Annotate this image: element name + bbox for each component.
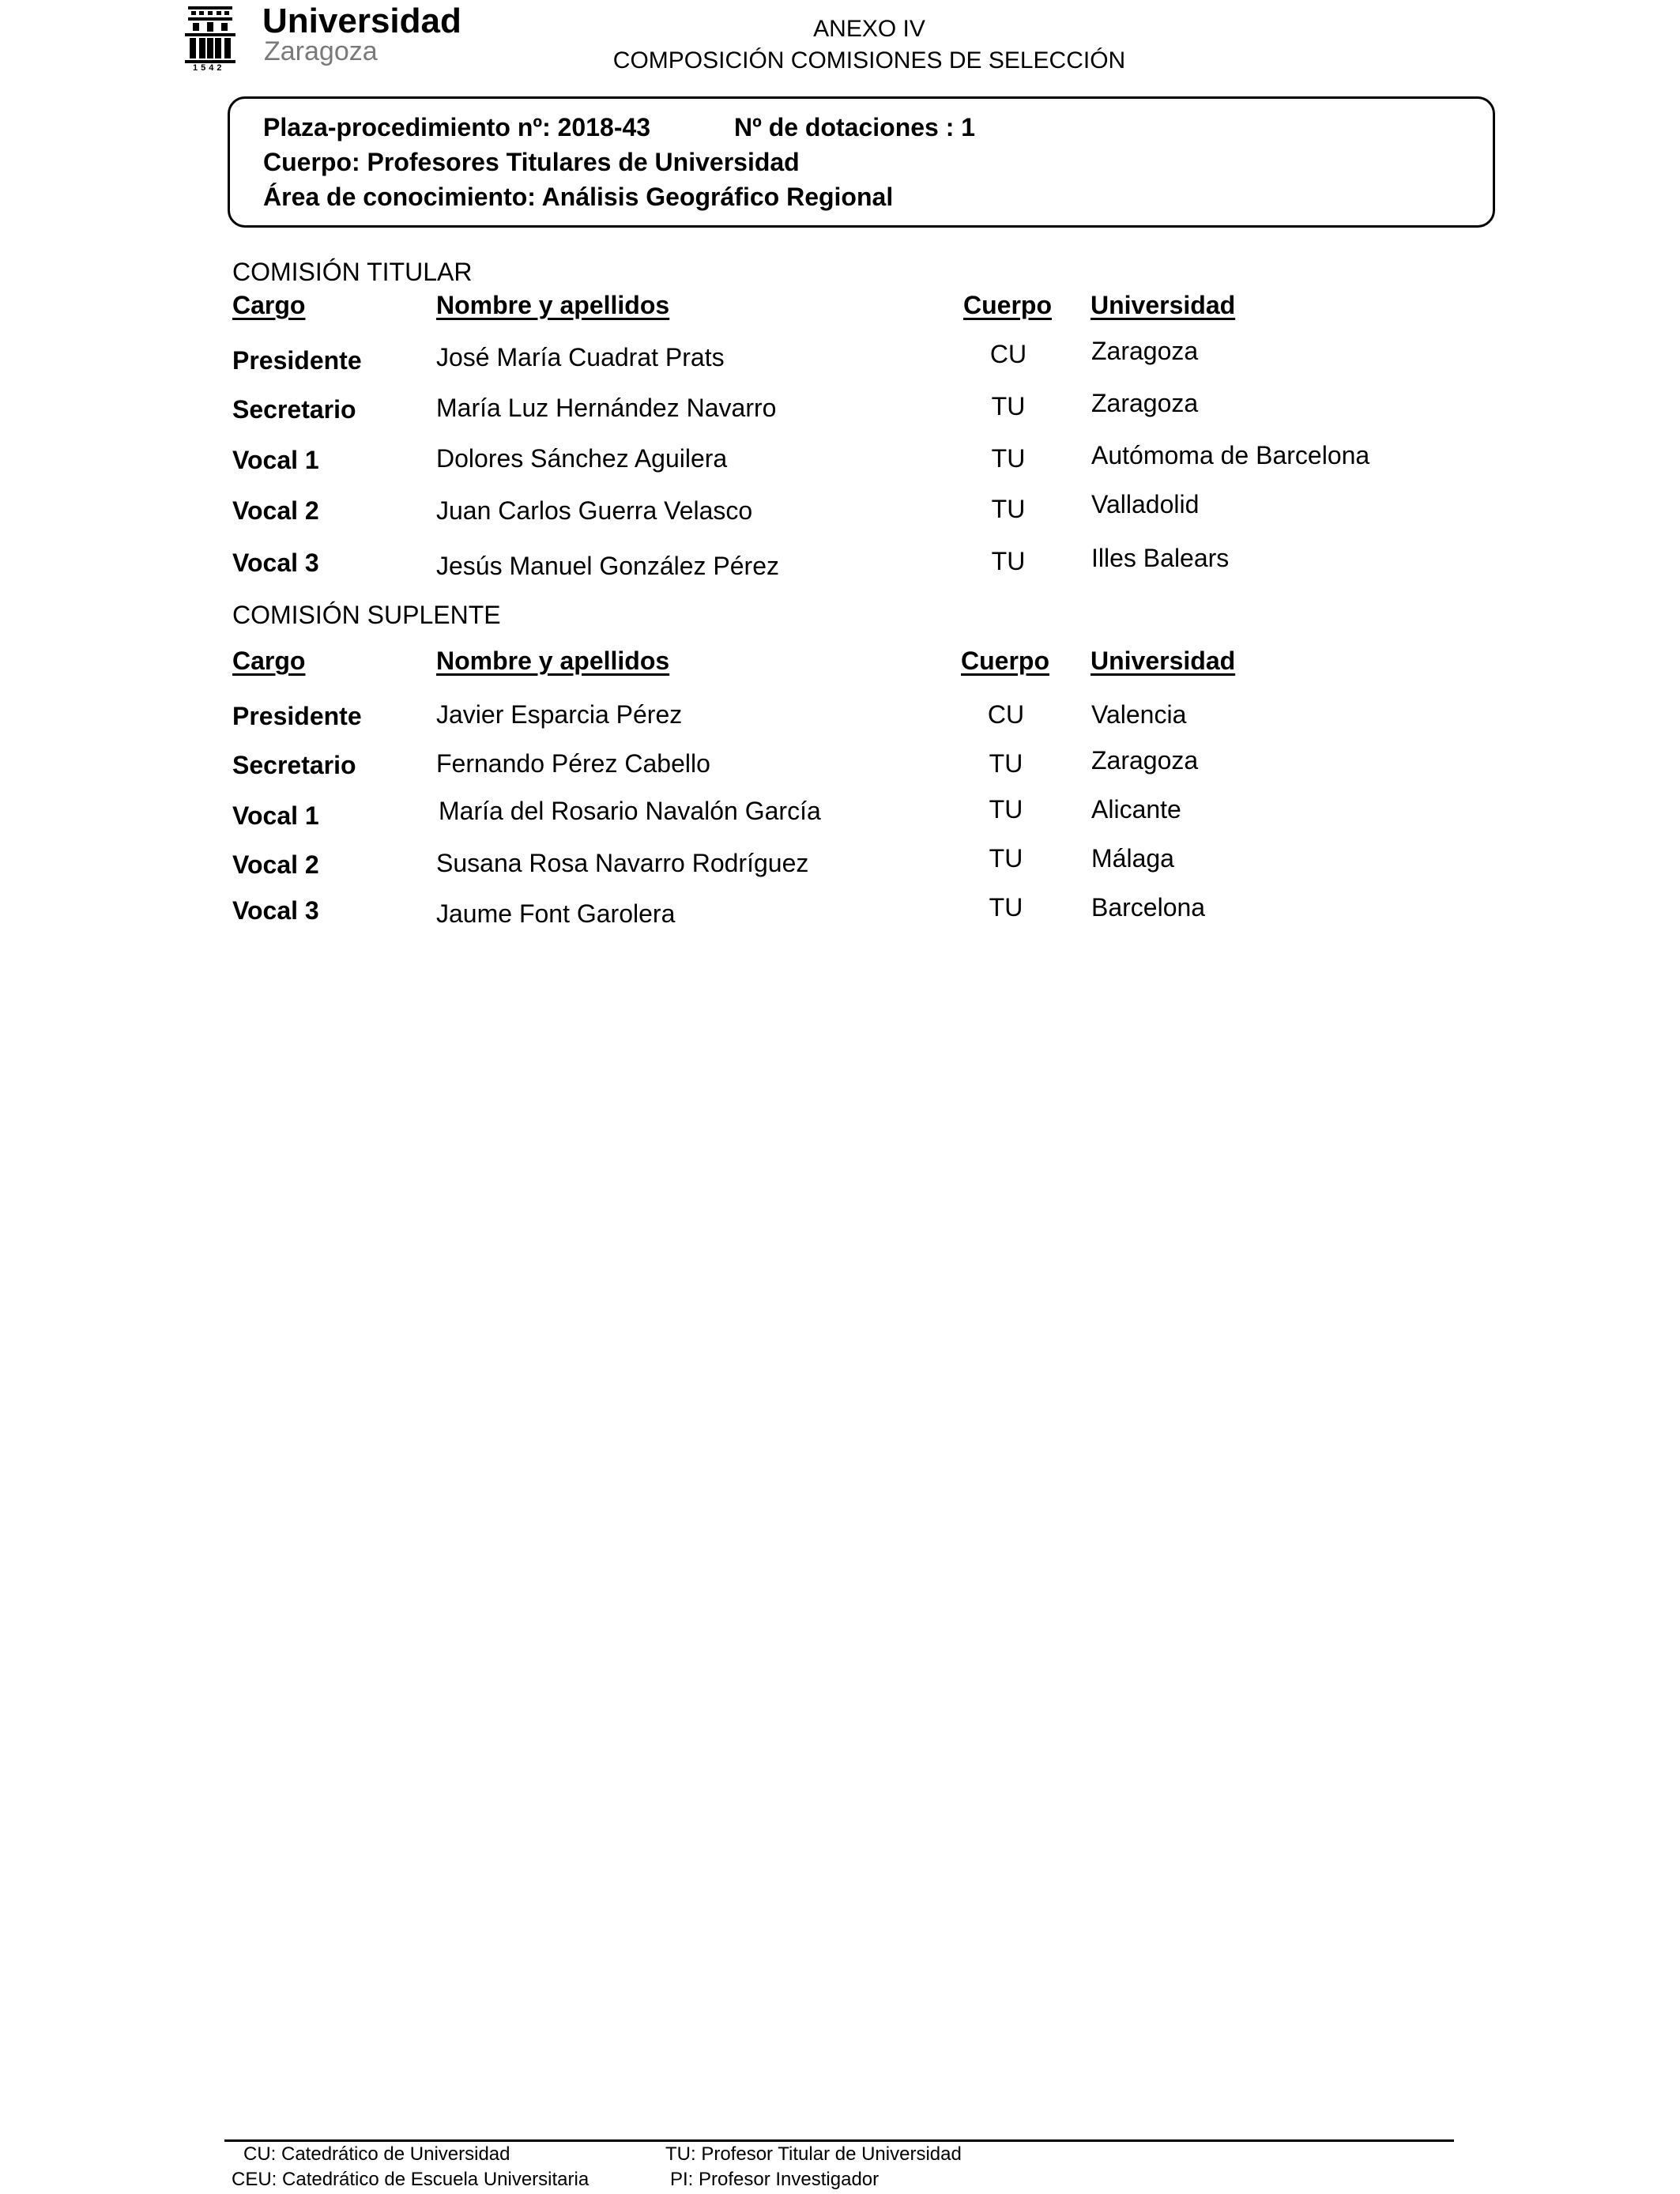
section-title-suplente: COMISIÓN SUPLENTE (232, 601, 501, 629)
section-title-titular: COMISIÓN TITULAR (232, 258, 473, 286)
row-universidad: Barcelona (1091, 893, 1206, 922)
annex-title: ANEXO IV (813, 16, 925, 42)
row-cuerpo: TU (991, 392, 1026, 420)
row-universidad: Alicante (1091, 795, 1181, 824)
row-universidad: Autómoma de Barcelona (1091, 441, 1370, 469)
logo-name: Universidad (262, 2, 461, 40)
document-title: COMPOSICIÓN COMISIONES DE SELECCIÓN (612, 47, 1126, 74)
row-nombre: Javier Esparcia Pérez (436, 700, 683, 729)
row-cuerpo: CU (989, 340, 1027, 368)
row-cuerpo: TU (991, 444, 1026, 473)
row-cuerpo: TU (989, 893, 1023, 922)
row-nombre: Dolores Sánchez Aguilera (436, 444, 728, 473)
row-cuerpo: TU (991, 547, 1026, 575)
row-cargo: Presidente (232, 702, 362, 730)
legend-pi: PI: Profesor Investigador (670, 2169, 880, 2190)
column-header-cuerpo: Cuerpo (963, 291, 1052, 319)
row-nombre: José María Cuadrat Prats (436, 343, 725, 371)
row-universidad: Illes Balears (1091, 544, 1230, 572)
legend-ceu: CEU: Catedrático de Escuela Universitaria (232, 2169, 590, 2190)
row-nombre: Susana Rosa Navarro Rodríguez (436, 849, 809, 877)
row-nombre: Juan Carlos Guerra Velasco (436, 496, 753, 525)
plaza-procedimiento: Plaza-procedimiento nº: 2018-43 (263, 113, 651, 141)
logo-city: Zaragoza (264, 36, 378, 66)
row-cargo: Vocal 1 (232, 446, 319, 474)
row-universidad: Zaragoza (1091, 337, 1199, 365)
row-universidad: Valladolid (1091, 490, 1200, 518)
row-nombre: Jesús Manuel González Pérez (436, 552, 779, 580)
row-cargo: Vocal 1 (232, 801, 319, 830)
row-cuerpo: CU (987, 700, 1025, 729)
row-cargo: Secretario (232, 395, 356, 424)
column-header-cuerpo: Cuerpo (961, 647, 1049, 675)
cuerpo-info: Cuerpo: Profesores Titulares de Universidad (263, 148, 800, 176)
row-cuerpo: TU (991, 495, 1026, 523)
row-universidad: Málaga (1091, 844, 1174, 873)
row-nombre: Jaume Font Garolera (436, 899, 676, 928)
procedure-info-box (228, 96, 1495, 228)
row-universidad: Zaragoza (1091, 746, 1199, 775)
legend-cu: CU: Catedrático de Universidad (243, 2143, 510, 2165)
row-cargo: Vocal 3 (232, 896, 319, 925)
row-cargo: Vocal 3 (232, 548, 319, 577)
row-cargo: Vocal 2 (232, 850, 319, 879)
row-nombre: Fernando Pérez Cabello (436, 749, 710, 778)
row-nombre: María Luz Hernández Navarro (436, 394, 777, 422)
column-header-cargo: Cargo (232, 291, 306, 319)
row-cuerpo: TU (989, 795, 1023, 824)
row-universidad: Zaragoza (1091, 389, 1199, 417)
row-cargo: Secretario (232, 751, 356, 779)
logo-year: 1542 (193, 63, 225, 73)
column-header-cargo: Cargo (232, 647, 306, 675)
row-cuerpo: TU (989, 844, 1023, 873)
area-conocimiento: Área de conocimiento: Análisis Geográfico Regional (263, 183, 894, 211)
column-header-universidad: Universidad (1090, 647, 1236, 675)
column-header-universidad: Universidad (1090, 291, 1236, 319)
row-universidad: Valencia (1091, 700, 1187, 729)
legend-tu: TU: Profesor Titular de Universidad (665, 2143, 962, 2165)
row-nombre: María del Rosario Navalón García (439, 797, 821, 825)
column-header-nombre: Nombre y apellidos (436, 647, 670, 675)
column-header-nombre: Nombre y apellidos (436, 291, 670, 319)
footer-divider (224, 2139, 1454, 2142)
row-cargo: Presidente (232, 346, 362, 375)
row-cuerpo: TU (989, 749, 1023, 778)
numero-dotaciones: Nº de dotaciones : 1 (734, 113, 976, 141)
row-cargo: Vocal 2 (232, 496, 319, 525)
